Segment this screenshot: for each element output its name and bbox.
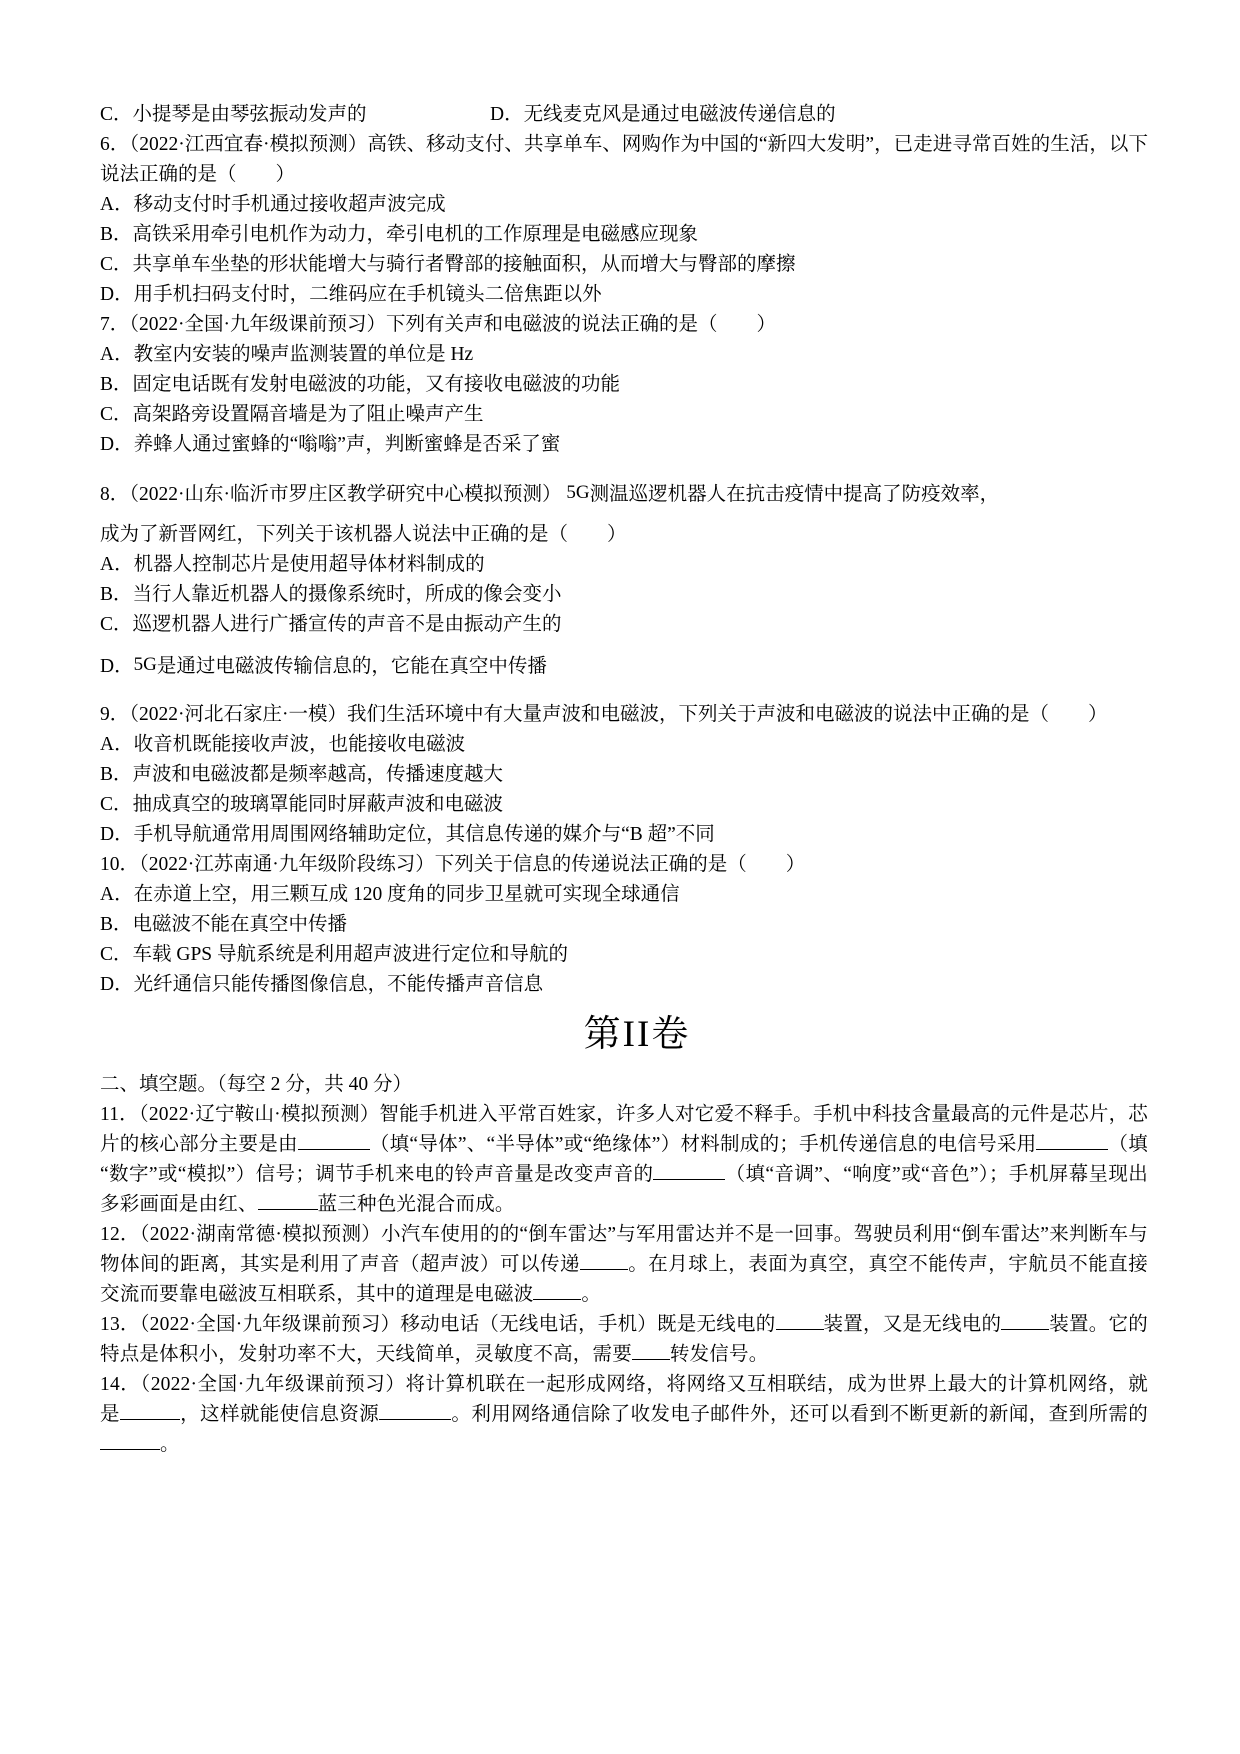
question-13-number: 13．: [100, 1314, 140, 1335]
question-6-text: 高铁、移动支付、共享单车、网购作为中国的“新四大发明”，已走进寻常百姓的生活，以下说法正确的是（ ）: [100, 134, 1148, 185]
question-6-number: 6．: [100, 134, 130, 155]
spacer: [100, 682, 1148, 700]
question-13: [100, 1310, 1148, 1370]
question-8-option-b: B．当行人靠近机器人的摄像系统时，所成的像会变小: [100, 584, 562, 605]
question-11-part3: （填“数字”或“模拟”）信号；调节手机来电的铃声音量是改变声音的: [100, 1134, 1148, 1185]
question-9-stem: [100, 700, 1148, 730]
question-13-part2: 装置，又是无线电的: [823, 1314, 1002, 1335]
question-10-option-a: A．在赤道上空，用三颗互成 120 度角的同步卫星就可实现全球通信: [100, 884, 680, 905]
question-6-option-d: D．用手机扫码支付时，二维码应在手机镜头二倍焦距以外: [100, 284, 602, 305]
question-11-source: （2022·辽宁鞍山·模拟预测）: [138, 1104, 380, 1125]
question-11-part4: （填“音调”、“响度”或“音色”）；手机屏幕呈现出多彩画面是由红、: [100, 1164, 1148, 1215]
spacer: [100, 1060, 1148, 1070]
question-14-number: 14．: [100, 1374, 141, 1395]
option-d-previous: D．无线麦克风是通过电磁波传递信息的: [490, 104, 836, 125]
question-9-option-d: D．手机导航通常用周围网络辅助定位，其信息传递的媒介与“B 超”不同: [100, 824, 715, 845]
question-12-part1: 小汽车使用的的“倒车雷达”与军用雷达并不是一回事。驾驶员利用“倒车雷达”来判断车与物体间的距离，其实是利用了声音（超声波）可以传递: [100, 1224, 1148, 1275]
question-14-source: （2022·全国·九年级课前预习）: [140, 1374, 406, 1395]
question-14-part4: 。: [160, 1434, 180, 1455]
question-6-stem: [100, 130, 1148, 190]
question-8-source: （2022·山东·临沂市罗庄区教学研究中心模拟预测）: [129, 484, 562, 505]
question-8-option-d-5g-label: 5G: [133, 654, 157, 675]
question-12-source: （2022·湖南常德·模拟预测）: [139, 1224, 381, 1245]
question-13-source: （2022·全国·九年级课前预习）: [139, 1314, 401, 1335]
question-9-option-b: B．声波和电磁波都是频率越高，传播速度越大: [100, 764, 504, 785]
answer-blank[interactable]: [100, 1449, 160, 1450]
answer-blank[interactable]: [580, 1269, 628, 1270]
question-7-text: 下列有关声和电磁波的说法正确的是（ ）: [386, 314, 777, 335]
question-13-part1: 移动电话（无线电话，手机）既是无线电的: [400, 1314, 776, 1335]
spacer: [100, 510, 1148, 520]
question-9-source: （2022·河北石家庄·一模）: [129, 704, 348, 725]
answer-blank[interactable]: [776, 1329, 824, 1330]
question-14: [100, 1370, 1148, 1460]
answer-blank[interactable]: [298, 1149, 370, 1150]
document-body: [100, 100, 1148, 1460]
answer-blank[interactable]: [120, 1419, 180, 1420]
question-12-part3: 。: [581, 1284, 602, 1305]
question-13-part3: 装置。它的特点是体积小，发射功率不大，天线简单，灵敏度不高，需要: [100, 1314, 1148, 1365]
question-8-option-a: A．机器人控制芯片是使用超导体材料制成的: [100, 554, 485, 575]
question-6-option-b: B．高铁采用牵引电机作为动力，牵引电机的工作原理是电磁感应现象: [100, 224, 699, 245]
answer-blank[interactable]: [258, 1209, 318, 1210]
question-6-option-a: A．移动支付时手机通过接收超声波完成: [100, 194, 446, 215]
volume-two-heading: 第II卷: [583, 1014, 691, 1055]
question-12-number: 12．: [100, 1224, 140, 1245]
question-9-number: 9．: [100, 704, 130, 725]
question-11: [100, 1100, 1148, 1220]
question-14-part2: ，这样就能使信息资源: [179, 1404, 380, 1425]
answer-blank[interactable]: [533, 1299, 581, 1300]
question-10-option-c: C．车载 GPS 导航系统是利用超声波进行定位和导航的: [100, 944, 569, 965]
question-11-part1: 智能手机进入平常百姓家，许多人对它爱不释手。手机中科技含量最高的元件是芯片，芯片的核心部分主要是由: [100, 1104, 1148, 1155]
answer-blank[interactable]: [1001, 1329, 1049, 1330]
question-8-option-d-text: 是通过电磁波传输信息的，它能在真空中传播: [156, 656, 547, 677]
question-9-text: 我们生活环境中有大量声波和电磁波，下列关于声波和电磁波的说法中正确的是（ ）: [347, 704, 1108, 725]
spacer: [100, 640, 1148, 650]
question-7-stem: [100, 310, 1148, 340]
question-8-text: 测温巡逻机器人在抗击疫情中提高了防疫效率，: [589, 484, 1000, 505]
spacer: [100, 460, 1148, 478]
question-12-part2: 。在月球上，表面为真空，真空不能传声，宇航员不能直接交流而要靠电磁波互相联系，其中的道理是电磁波: [100, 1254, 1148, 1305]
question-10-number: 10．: [100, 854, 140, 875]
question-11-number: 11．: [100, 1104, 139, 1125]
question-7-option-d: D．养蜂人通过蜜蜂的“嗡嗡”声，判断蜜蜂是否采了蜜: [100, 434, 561, 455]
question-12: [100, 1220, 1148, 1310]
section-two-title: 二、填空题。（每空 2 分，共 40 分）: [100, 1074, 413, 1095]
question-7-option-c: C．高架路旁设置隔音墙是为了阻止噪声产生: [100, 404, 484, 425]
question-8-stem: [100, 478, 1148, 510]
answer-blank[interactable]: [653, 1179, 725, 1180]
question-10-text: 下列关于信息的传递说法正确的是（ ）: [434, 854, 806, 875]
question-14-part3: 。利用网络通信除了收发电子邮件外，还可以看到不断更新的新闻，查到所需的: [451, 1404, 1148, 1425]
question-10-stem: [100, 850, 1148, 880]
question-8-option-d: [100, 650, 1148, 682]
question-7-option-b: B．固定电话既有发射电磁波的功能，又有接收电磁波的功能: [100, 374, 621, 395]
spacer: [100, 1000, 1148, 1010]
question-11-part2: （填“导体”、“半导体”或“绝缘体”）材料制成的；手机传递信息的电信号采用: [369, 1134, 1037, 1155]
answer-blank[interactable]: [1036, 1149, 1108, 1150]
carryover-option-row: [100, 100, 1148, 130]
question-7-option-a: A．教室内安装的噪声监测装置的单位是 Hz: [100, 344, 474, 365]
question-9-option-c: C．抽成真空的玻璃罩能同时屏蔽声波和电磁波: [100, 794, 504, 815]
question-13-part4: 转发信号。: [669, 1344, 769, 1365]
question-8-number: 8．: [100, 484, 130, 505]
question-11-part5: 蓝三种色光混合而成。: [317, 1194, 515, 1215]
question-10-option-b: B．电磁波不能在真空中传播: [100, 914, 348, 935]
question-10-source: （2022·江苏南通·九年级阶段练习）: [139, 854, 435, 875]
question-8-option-d-prefix: D．: [100, 656, 134, 677]
question-14-part1: 将计算机联在一起形成网络，将网络又互相联结，成为世界上最大的计算机网络，就是: [100, 1374, 1148, 1425]
question-6-source: （2022·江西宜春·模拟预测）: [129, 134, 368, 155]
question-7-source: （2022·全国·九年级课前预习）: [129, 314, 387, 335]
question-8-option-c: C．巡逻机器人进行广播宣传的声音不是由振动产生的: [100, 614, 562, 635]
question-8-5g-label: 5G: [566, 482, 590, 503]
question-10-option-d: D．光纤通信只能传播图像信息，不能传播声音信息: [100, 974, 544, 995]
question-7-number: 7．: [100, 314, 130, 335]
question-9-option-a: A．收音机既能接收声波，也能接收电磁波: [100, 734, 466, 755]
answer-blank[interactable]: [379, 1419, 451, 1420]
option-c-previous: C．小提琴是由琴弦振动发声的: [100, 104, 367, 125]
answer-blank[interactable]: [632, 1359, 670, 1360]
question-8-stem-line2: 成为了新晋网红，下列关于该机器人说法中正确的是（ ）: [100, 524, 627, 545]
question-6-option-c: C．共享单车坐垫的形状能增大与骑行者臀部的接触面积，从而增大与臀部的摩擦: [100, 254, 796, 275]
